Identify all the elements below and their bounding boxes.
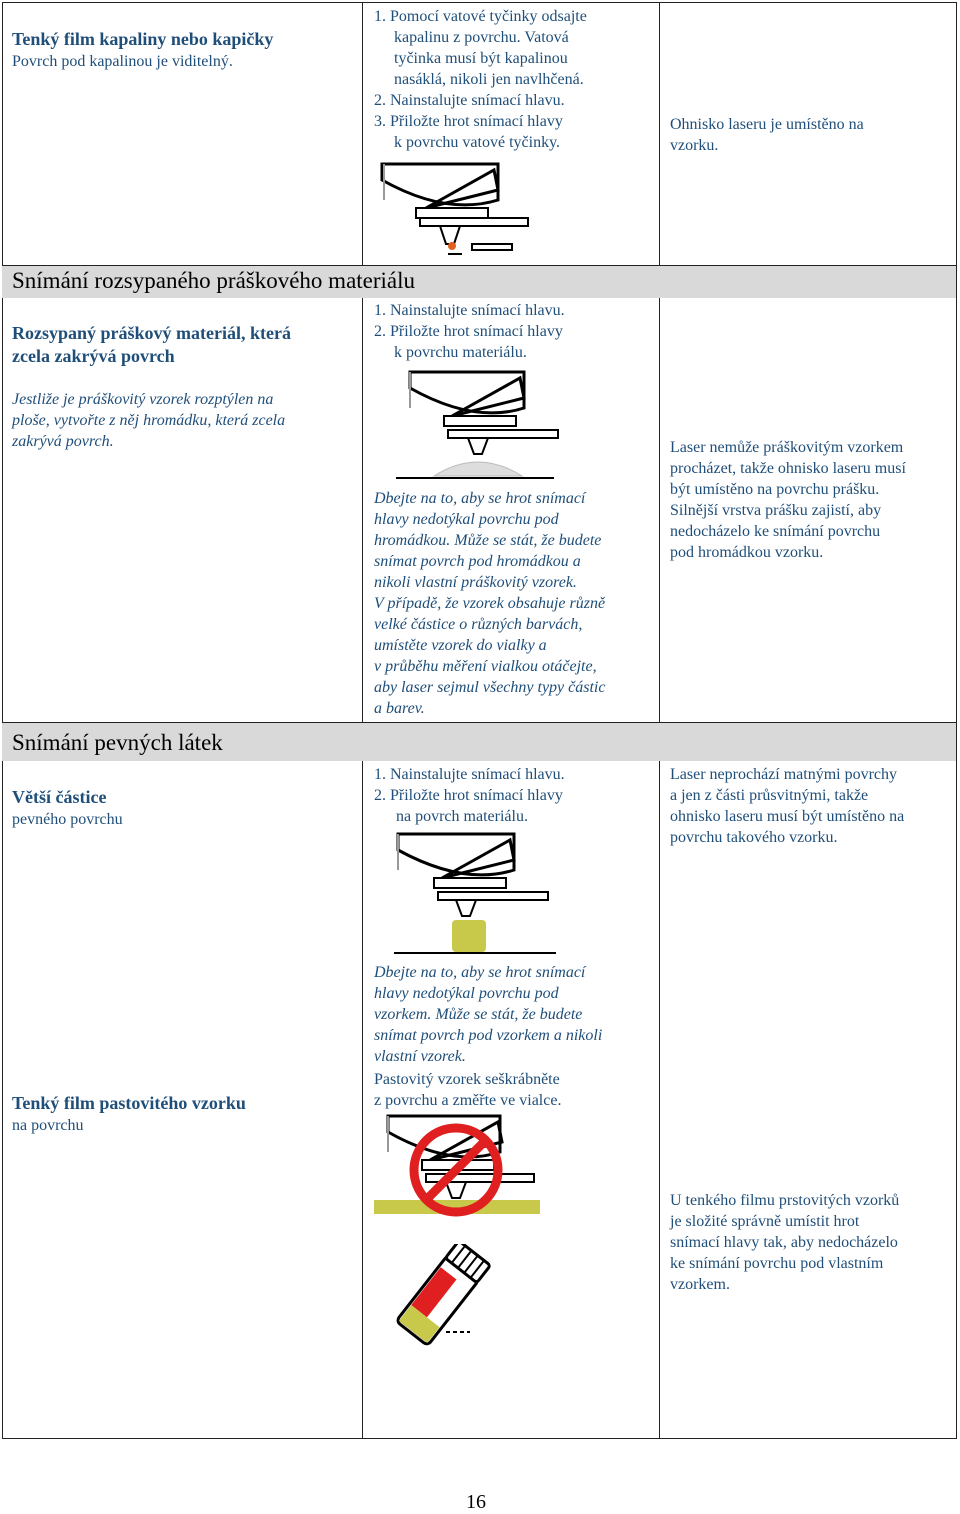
powder-title-line: zcela zakrývá povrch [12,346,175,366]
note-line: povrchu takového vzorku. [670,829,838,846]
note-line: U tenkého filmu prstovitých vzorků [670,1192,900,1209]
note-line: ohnisko laseru musí být umístěno na [670,808,905,825]
paste-subtitle: na povrchu [12,1117,84,1134]
warning-line: hlavy nedotýkal povrchu pod [374,985,559,1002]
powder-steps [374,300,565,363]
paste-steps [374,1069,561,1111]
step-line: tyčinka musí být kapalinou [394,50,568,67]
warning-line: Dbejte na to, aby se hrot snímací [374,964,586,981]
powder-left [12,322,291,368]
powder-instruction [12,389,285,452]
note-line: Silnější vrstva prášku zajistí, aby [670,502,882,519]
warning-line: hlavy nedotýkal povrchu pod [374,511,559,528]
note-line: Laser nemůže práškovitým vzorkem [670,439,904,456]
probe-on-swab-illustration [376,160,536,260]
step-line: k povrchu materiálu. [394,344,527,361]
table-border-left [2,2,3,1439]
step-line: 3. Přiložte hrot snímací hlavy [374,113,563,130]
table-border-top [2,2,957,3]
paste-title: Tenký film pastovitého vzorku [12,1093,246,1113]
warning-line: velké částice o různých barvách, [374,616,583,633]
italic-line: zakrývá povrch. [12,433,114,450]
paste-note [670,1190,899,1295]
step-line: 1. Nainstalujte snímací hlavu. [374,302,565,319]
step-line: 2. Přiložte hrot snímací hlavy [374,787,563,804]
step-line: 1. Pomocí vatové tyčinky odsajte [374,8,587,25]
warning-line: vlastní vzorek. [374,1048,466,1065]
warning-line: a barev. [374,700,425,717]
warning-line: snímat povrch pod vzorkem a nikoli [374,1027,603,1044]
solid-title: Větší částice [12,787,107,807]
table-border-bottom [2,1438,957,1439]
note-line: je složité správně umístit hrot [670,1213,860,1230]
liquid-film-subtitle: Povrch pod kapalinou je viditelný. [12,53,233,70]
note-line: být umístěno na povrchu prášku. [670,481,880,498]
step-line: k povrchu vatové tyčinky. [394,134,561,151]
italic-line: Jestliže je práškovitý vzorek rozptýlen na [12,391,274,408]
row1-note [670,114,864,156]
row1-left [12,28,273,72]
prohibited-probe-on-paste-illustration [372,1112,552,1224]
note-line: procházet, takže ohnisko laseru musí [670,460,906,477]
note-line: nedocházelo ke snímání povrchu [670,523,881,540]
powder-title-line: Rozsypaný práškový materiál, která [12,323,291,343]
table-border-right [956,2,957,1439]
powder-note [670,437,906,563]
italic-line: ploše, vytvořte z něj hromádku, která zcela [12,412,286,429]
step-line: 2. Přiložte hrot snímací hlavy [374,323,563,340]
paste-left [12,1092,246,1136]
column-divider-1 [362,2,363,1439]
liquid-film-title: Tenký film kapaliny nebo kapičky [12,29,274,49]
section-header-powder: Snímání rozsypaného práškového materiálu [2,266,956,298]
step-line: kapalinu z povrchu. Vatová [394,29,569,46]
step-line: 1. Nainstalujte snímací hlavu. [374,766,565,783]
step-line: Pastovitý vzorek seškrábněte [374,1071,560,1088]
solid-steps [374,764,565,827]
warning-line: V případě, že vzorek obsahuje různě [374,595,606,612]
warning-line: umístěte vzorek do vialky a [374,637,547,654]
section-header-solid: Snímání pevných látek [2,723,956,761]
solid-warning [374,962,602,1067]
warning-line: vzorkem. Může se stát, že budete [374,1006,583,1023]
step-line: na povrch materiálu. [396,808,528,825]
warning-line: snímat povrch pod hromádkou a [374,553,581,570]
step-line: nasáklá, nikoli jen navlhčená. [394,71,584,88]
note-line: vzorku. [670,137,719,154]
note-line: snímací hlavy tak, aby nedocházelo [670,1234,898,1251]
note-line: vzorkem. [670,1276,730,1293]
step-line: 2. Nainstalujte snímací hlavu. [374,92,565,109]
warning-line: aby laser sejmul všechny typy částic [374,679,606,696]
vial-icon [394,1244,504,1346]
note-line: ke snímání povrchu pod vlastním [670,1255,884,1272]
note-line: Ohnisko laseru je umístěno na [670,116,864,133]
solid-left [12,786,123,830]
powder-warning [374,488,605,719]
probe-on-particle-illustration [394,830,564,955]
note-line: a jen z části průsvitnými, takže [670,787,869,804]
warning-line: v průběhu měření vialkou otáčejte, [374,658,597,675]
warning-line: hromádkou. Může se stát, že budete [374,532,602,549]
page-number: 16 [466,1491,486,1513]
warning-line: nikoli vlastní práškovitý vzorek. [374,574,577,591]
probe-on-powder-illustration [394,368,564,483]
note-line: pod hromádkou vzorku. [670,544,824,561]
column-divider-2 [659,2,660,1439]
row1-steps [374,6,587,153]
step-line: z povrchu a změřte ve vialce. [374,1092,562,1109]
note-line: Laser neprochází matnými povrchy [670,766,898,783]
warning-line: Dbejte na to, aby se hrot snímací [374,490,586,507]
solid-subtitle: pevného povrchu [12,811,123,828]
solid-note [670,764,904,848]
